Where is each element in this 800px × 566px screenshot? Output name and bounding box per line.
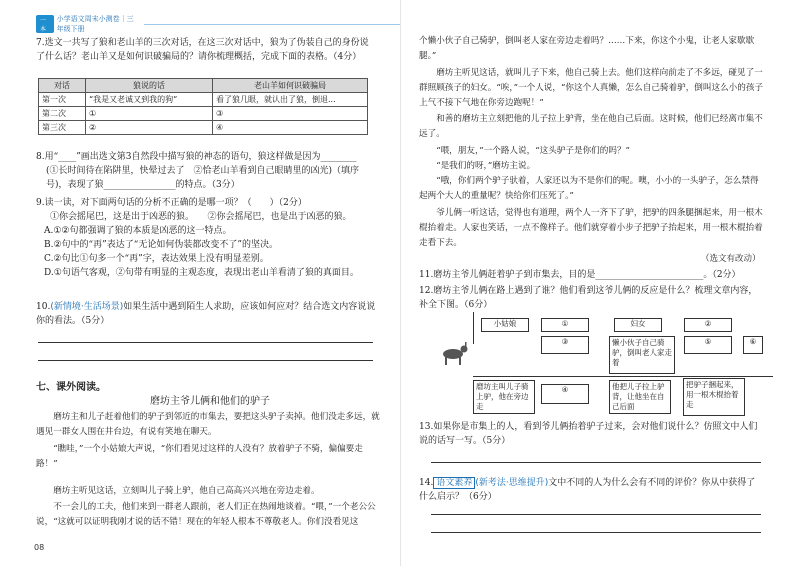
answer-line[interactable]: [431, 532, 761, 533]
q9-sentences: ①你会摇尾巴，这是出于凶恶的狼。 ②你会摇尾巴，也是出于凶恶的狼。: [50, 212, 352, 222]
question-14: [419, 476, 764, 504]
question-8: [36, 150, 381, 192]
person-box: 妇女: [614, 318, 662, 332]
dialogue-table: [38, 78, 368, 135]
right-page: [400, 0, 800, 566]
table-row: [39, 107, 368, 121]
q14-stem: 文中不同的人为什么会有不同的评价？你从中获得了什么启示？（6分）: [419, 478, 756, 502]
question-7: 7.选文一共写了狼和老山羊的三次对话，在这三次对话中，狼为了伪装自己的身份说了什么话？老山羊又是如何识破骗局的？请你梳理概括，完成下面的表格。（4分）: [36, 38, 369, 62]
q14-tag-literacy: 语文素养: [433, 477, 475, 489]
story-paragraph: 磨坊主和儿子赶着他们的驴子到邻近的市集去，要把这头驴子卖掉。他们没走多远，就遇见一群女人围在井台边，有说有笑地在聊天。: [36, 412, 380, 437]
table-header-cell: 狼说的话: [86, 79, 213, 93]
answer-blank[interactable]: ③: [213, 107, 368, 121]
story-paragraph: 和善的磨坊主立刻把他的儿子拉上驴背，坐在他自己后面。这时候，他们已经离市集不远了。: [419, 114, 763, 139]
question-13: 13.如果你是市集上的人，看到爷儿俩抬着驴子过来，会对他们说什么？仿照文中人们说的话写一写。（5分）: [419, 422, 758, 446]
story-paragraph: “瞧哇，”一个小姑娘大声说，“你们看见过这样的人没有？放着驴子不骑，偏偏要走路！”: [36, 444, 363, 469]
sheep-response: 看了狼几眼，就认出了狼，倒退...: [213, 93, 368, 107]
q8-stem: 8.用“____”画出选文第3自然段中描写狼的神态的语句，狼这样做是因为________: [36, 152, 357, 162]
story-paragraph: 磨坊主听见这话，立刻叫儿子骑上驴，他自己高高兴兴地在旁边走着。: [53, 486, 320, 496]
answer-line[interactable]: [431, 514, 761, 515]
question-11: 11.磨坊主爷儿俩赶着驴子到市集去，目的是________________________。（2分）: [419, 270, 741, 280]
donkey-icon: [437, 340, 471, 368]
story-paragraph: 磨坊主听见这话，就叫儿子下来，他自己骑上去。他们这样向前走了不多远，碰见了一群照顾孩子的妇女。“唉，”一个人说，“你这个人真懒，怎么自己骑着驴，倒叫这么小的孩子上气不接下气地在你旁边跑呢！”: [419, 68, 764, 108]
q14-num: 14.: [419, 478, 434, 488]
row-label: 第三次: [39, 121, 86, 135]
section-title: 七、课外阅读。: [36, 382, 106, 393]
reaction-box: 磨坊主叫儿子骑上驴，他在旁边走: [473, 380, 535, 414]
reaction-box: 把驴子捆起来，用一根木棍抬着走: [683, 378, 745, 416]
q10-num: 10.: [36, 302, 51, 312]
reaction-box: 懒小伙子自己骑驴，倒叫老人家走着: [609, 336, 675, 374]
q10-stem: 如果生活中遇到陌生人求助，应该如何应对？结合选文内容说说你的看法。（5分）: [36, 302, 376, 326]
story-paragraph: “是我们的呀，”磨坊主说。: [436, 161, 536, 171]
question-10: [36, 300, 381, 328]
story-paragraph: 个懒小伙子自己骑驴，倒叫老人家在旁边走着吗？……下来，你这个小鬼，让老人家歇歇腿。”: [419, 36, 755, 61]
answer-blank[interactable]: ②: [86, 121, 213, 135]
story-title: 磨坊主爷儿俩和他们的驴子: [150, 396, 270, 407]
q14-tag: (新考法·思维提升): [475, 478, 549, 488]
table-header-cell: 对话: [39, 79, 86, 93]
page-header: [36, 14, 400, 34]
option-c[interactable]: C.②句比①句多一个“再”字，表达效果上没有明显差别。: [44, 254, 269, 264]
person-box: 小姑娘: [481, 318, 529, 332]
story-paragraph: “喂，朋友，”一个路人说，“这头驴子是你们的吗？”: [436, 146, 630, 156]
row-label: 第一次: [39, 93, 86, 107]
source-note: （选文有改动）: [701, 254, 761, 264]
answer-line[interactable]: [431, 462, 761, 463]
q9-stem: 9.读一读，对下面两句话的分析不正确的是哪一项？（ ）（2分）: [36, 198, 307, 208]
option-b[interactable]: B.②句中的“再”表达了“无论如何伪装都改变不了”的坚决。: [44, 240, 278, 250]
story-paragraph: “哦，你们两个驴子驮着，人家还以为不是你们的呢。噢，小小的一头驴子，怎么禁得起两个大人的重量呢？快给你们压死了。”: [419, 176, 759, 201]
table-header-row: [39, 79, 368, 93]
story-paragraph: 不一会儿的工夫，他们来到一群老人跟前，老人们正在热闹地谈着。“喂，”一个老公公说，“这就可以证明我刚才说的话不错！现在的年轻人根本不尊敬老人。你们没看见这: [36, 502, 376, 527]
wolf-words: “我是又老诚又到我的狗”: [86, 93, 213, 107]
question-9: [36, 196, 381, 280]
person-box[interactable]: ②: [684, 318, 732, 332]
bracket: [473, 312, 474, 344]
option-a[interactable]: A.①②句都强调了狼的本质是凶恶的这一特点。: [44, 226, 232, 236]
row-label: 第二次: [39, 107, 86, 121]
header-rule: [144, 24, 400, 25]
blank-reaction[interactable]: ③: [541, 336, 589, 354]
question-12: 12.磨坊主爷儿俩在路上遇到了谁？他们看到这爷儿俩的反应是什么？梳理文章内容，补全下图。（6分）: [419, 286, 758, 310]
header-title: 小学语文周末小测卷｜三年级下册: [56, 15, 134, 33]
blank-reaction[interactable]: ④: [541, 384, 589, 404]
person-box[interactable]: ①: [541, 318, 589, 332]
header-badge: 一本: [36, 15, 54, 33]
timeline-arrow: [473, 376, 773, 377]
q8-line3: 号)，表现了狼________________的特点。（3分）: [46, 180, 240, 190]
answer-blank[interactable]: ④: [213, 121, 368, 135]
q8-line2: (①长时间待在陷阱里，快晕过去了 ②恰老山羊看到自己眼睛里的凶光)（填序: [46, 166, 360, 176]
page-number: 08: [34, 543, 45, 552]
table-row: [39, 93, 368, 107]
blank-reaction[interactable]: ⑥: [743, 336, 763, 354]
table-row: [39, 121, 368, 135]
answer-blank[interactable]: ①: [86, 107, 213, 121]
story-paragraph: 爷儿俩一听这话，觉得也有道理，两个人一齐下了驴，把驴的四条腿捆起来，用一根木棍抬着走。人家也笑话，一点不像样子。他们就穿着小步子把驴子抬起来，用一根木棍抬着走看下去。: [419, 208, 763, 248]
reaction-box: 他把儿子拉上驴背，让他坐在自己后面: [609, 380, 671, 414]
table-header-cell: 老山羊如何识破骗局: [213, 79, 368, 93]
q10-tag: (新情境·生活场景): [50, 302, 124, 312]
option-d[interactable]: D.①句语气客观，②句带有明显的主观态度，表现出老山羊看清了狼的真面目。: [44, 268, 359, 278]
answer-line[interactable]: [38, 360, 373, 361]
blank-reaction[interactable]: ⑤: [684, 336, 732, 354]
answer-line[interactable]: [38, 342, 373, 343]
